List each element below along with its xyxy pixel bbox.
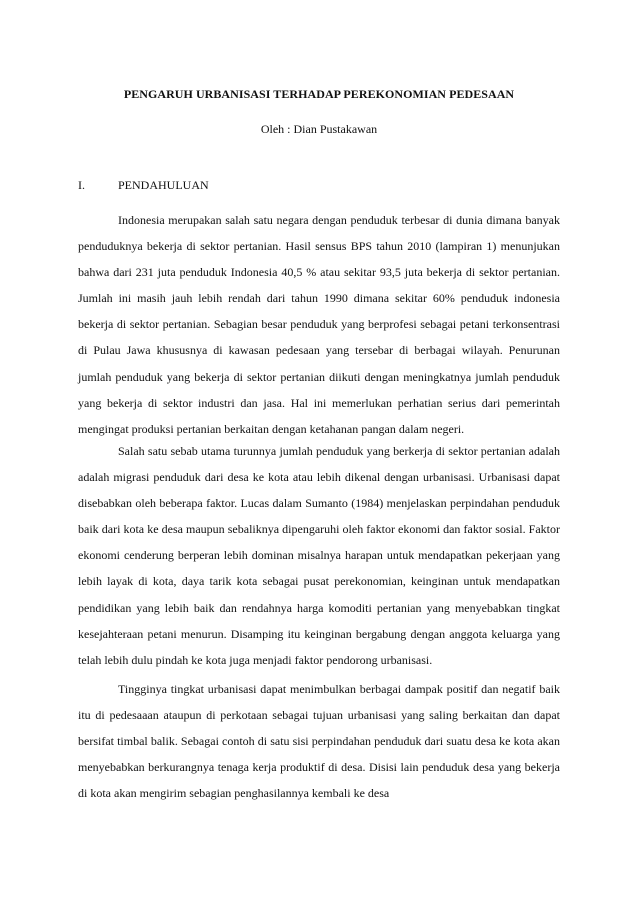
document-author: Oleh : Dian Pustakawan — [260, 122, 378, 136]
body-paragraph-3: Tingginya tingkat urbanisasi dapat menimbulkan berbagai dampak positif dan negatif baik itu di pedesaaan ataupun di perkotaan sebagai tujuan urbanisasi yang saling berkaitan dan dapat bersifat timbal balik. Sebagai contoh di satu sisi perpindahan penduduk dari suatu desa ke kota akan menyebabkan berkurangnya tenaga kerja produktif di desa. Disisi lain penduduk desa yang bekerja di kota akan mengirim sebagian penghasilannya kembali ke desa — [78, 682, 560, 801]
body-paragraph-1: Indonesia merupakan salah satu negara dengan penduduk terbesar di dunia dimana banyak penduduknya bekerja di sektor pertanian. Hasil sensus BPS tahun 2010 (lampiran 1) menunjukan bahwa dari 231 juta penduduk Indonesia 40,5 % atau sekitar 93,5 juta bekerja di sektor pertanian. Jumlah ini masih jauh lebih rendah dari tahun 1990 dimana sekitar 60% penduduk indonesia bekerja di sektor pertanian. Sebagian besar penduduk yang berprofesi sebagai petani terkonsentrasi di Pulau Jawa khususnya di kawasan pedesaan yang tersebar di berbagai wilayah. Penurunan jumlah penduduk yang bekerja di sektor pertanian diikuti dengan meningkatnya jumlah penduduk yang bekerja di sektor industri dan jasa. Hal ini memerlukan perhatian serius dari pemerintah mengingat produksi pertanian berkaitan dengan ketahanan pangan dalam negeri. — [78, 213, 560, 436]
body-paragraph-2: Salah satu sebab utama turunnya jumlah penduduk yang berkerja di sektor pertanian adalah adalah migrasi penduduk dari desa ke kota atau lebih dikenal dengan urbanisasi. Urbanisasi dapat disebabkan oleh beberapa faktor. Lucas dalam Sumanto (1984) menjelaskan perpindahan penduduk baik dari kota ke desa maupun sebaliknya dipengaruhi oleh faktor ekonomi dan faktor sosial. Faktor ekonomi cenderung berperan lebih dominan misalnya harapan untuk mendapatkan pekerjaan yang lebih layak di kota, daya tarik kota sebagai pusat perekonomian, keinginan untuk mendapatkan pendidikan yang lebih baik dan rendahnya harga komoditi pertanian yang menyebabkan tingkat kesejahteraan petani menurun. Disamping itu keinginan bergabung dengan anggota keluarga yang telah lebih dulu pindah ke kota juga menjadi faktor pendorong urbanisasi. — [78, 444, 560, 667]
section-heading — [78, 177, 560, 193]
section-title: PENDAHULUAN — [118, 178, 209, 192]
section-number: I. — [78, 178, 85, 192]
document-title: PENGARUH URBANISASI TERHADAP PEREKONOMIAN PEDESAAN — [123, 87, 515, 101]
